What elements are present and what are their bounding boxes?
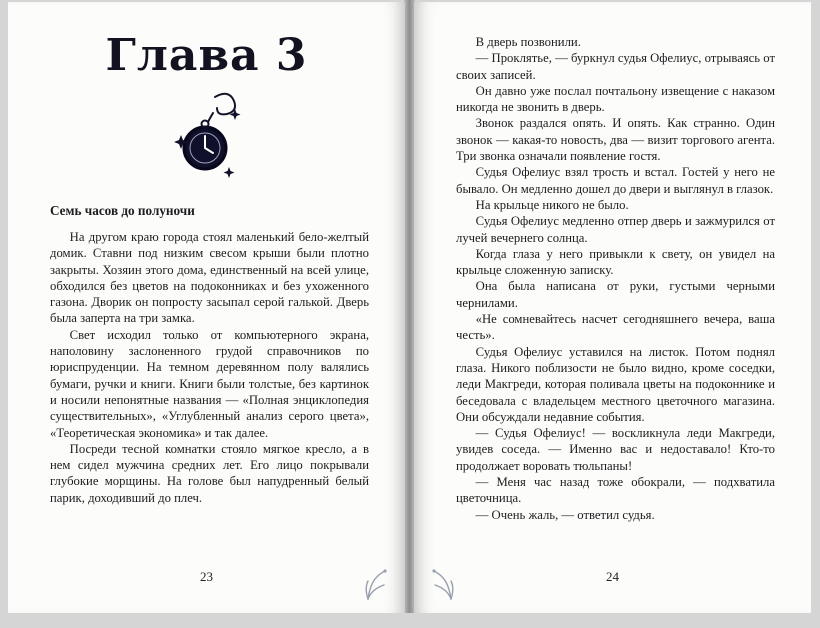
paragraph: На крыльце никого не было. (475, 197, 629, 212)
paragraph: Звонок раздался опять. И опять. Как странно. Один звонок — какая-то новость, два — визит торгового агента. Три звонка означали появление гостя. (456, 116, 775, 164)
paragraph: — Судья Офелиус! — воскликнула леди Макгреди, увидев соседа. — Именно вас и недоставало! Кто-то продолжает воровать тюльпаны! (456, 426, 775, 473)
paragraph: Он давно уже послал почтальону извещение с наказом никогда не звонить в дверь. (456, 83, 775, 115)
paragraph: Она была написана от руки, густыми черными чернилами. (456, 279, 775, 310)
paragraph: — Проклятье, — буркнул судья Офелиус, отрываясь от своих записей. (456, 51, 775, 82)
quill-flourish-icon (361, 567, 391, 608)
paragraph: — Очень жаль, — ответил судья. (475, 507, 655, 522)
paragraph: Когда глаза у него привыкли к свету, он увидел на крыльце сложенную записку. (456, 246, 775, 278)
page-right (414, 2, 811, 613)
left-page-text (8, 203, 405, 506)
paragraph: Свет исходил только от компьютерного экрана, наполовину заслоненного грудой справочников по юриспруденции. На темном деревянном полу валялись бумаги, ручки и книги. Книги были толстые, без картинок и носили непонятные названия — «Полная энциклопедия существительных», «Углубленный анализ серого цвета», «Теоретическая экономика» и так далее. (50, 327, 369, 440)
chapter-title: Глава 3 (105, 30, 308, 81)
paragraph: — Меня час назад тоже обокрали, — подхватила цветочница. (456, 475, 775, 506)
paragraph: Судья Офелиус взял трость и встал. Гостей у него не бывало. Он медленно дошел до двери и выглянул в глазок. (456, 165, 775, 196)
paragraph: На другом краю города стоял маленький бело-желтый домик. Ставни под низким свесом крыши были плотно закрыты. Хозяин этого дома, единственный на всей улице, обходился без цветов на подоконниках и без ухоженного газона. Дворик он попросту засыпал серой галькой. Дверь была заперта на три замка. (50, 230, 369, 326)
paragraph: Судья Офелиус уставился на листок. Потом поднял глаза. Никого поблизости не было видно, кроме соседки, леди Макгреди, которая поливала цветы на подоконнике и беседовала с владельцем местного цветочного магазина. Они обсуждали недавние события. (456, 344, 775, 424)
paragraph: «Не сомневайтесь насчет сегодняшнего вечера, ваша честь». (456, 312, 775, 343)
right-page-text (414, 2, 811, 523)
pocket-watch-illustration (8, 85, 405, 189)
pocket-watch-icon (163, 85, 251, 187)
paragraph: Судья Офелиус медленно отпер дверь и зажмурился от лучей вечернего солнца. (456, 214, 775, 245)
page-number-right: 24 (606, 569, 619, 584)
page-number-left: 23 (200, 569, 213, 584)
paragraph: Посреди тесной комнатки стояло мягкое кресло, а в нем сидел мужчина средних лет. Его лицо покрывали глубокие морщины. На голове был напудренный белый парик, доходивший до плеч. (50, 441, 369, 505)
page-left (8, 2, 405, 613)
section-heading: Семь часов до полуночи (50, 203, 195, 218)
paragraph: В дверь позвонили. (475, 35, 581, 49)
quill-flourish-icon (428, 567, 458, 608)
